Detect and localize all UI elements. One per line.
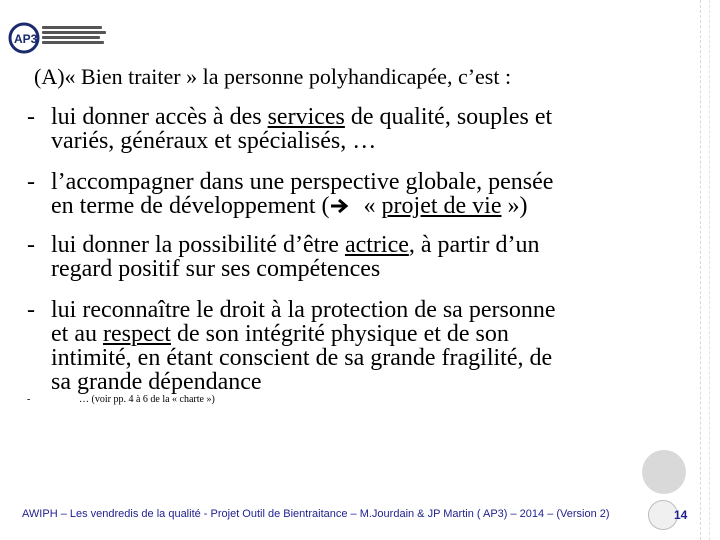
decorative-circle xyxy=(642,450,686,494)
slide-frame-border xyxy=(700,0,720,540)
slide-title: (A)« Bien traiter » la personne polyhandicapée, c’est : xyxy=(34,64,512,89)
svg-text:AP3: AP3 xyxy=(14,32,38,46)
logo-tagline xyxy=(42,26,112,46)
arrow-right-icon xyxy=(330,197,352,215)
slide-footer: AWIPH – Les vendredis de la qualité - Projet Outil de Bientraitance – M.Jourdain & JP Martin ( AP3) – 2014 – (Version 2) xyxy=(22,508,610,520)
page-number: 14 xyxy=(674,508,688,522)
